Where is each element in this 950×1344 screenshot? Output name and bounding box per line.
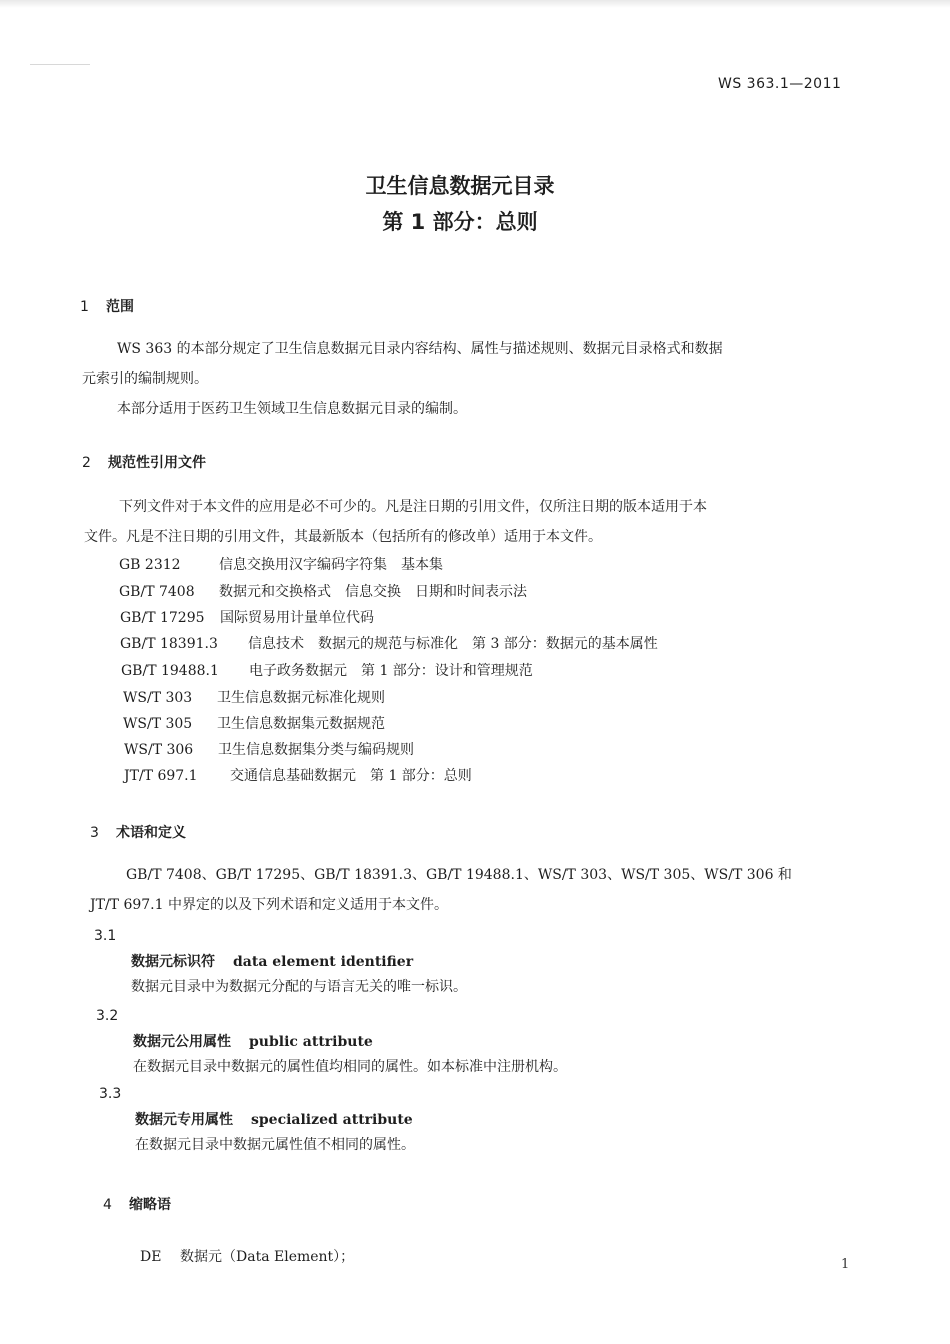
section-title: 规范性引用文件 [108,455,206,471]
paragraph: WS 363 的本部分规定了卫生信息数据元目录内容结构、属性与描述规则、数据元目录格式和数据 [117,341,723,357]
reference-item [123,687,385,707]
term-number: 3.2 [96,1008,119,1024]
term-number: 3.1 [94,928,117,944]
reference-item [121,660,533,680]
reference-code: WS/T 303 [123,690,193,706]
abbreviation-item [140,1246,354,1266]
reference-title: 数据元和交换格式 信息交换 日期和时间表示法 [219,584,527,600]
section-heading-3 [90,822,186,842]
paragraph-continuation: JT/T 697.1 中界定的以及下列术语和定义适用于本文件。 [90,897,448,913]
reference-item [120,607,374,627]
abbreviation-term: DE [140,1249,162,1265]
term-en: public attribute [249,1034,373,1050]
section-heading-2 [82,452,206,472]
term-definition: 数据元目录中为数据元分配的与语言无关的唯一标识。 [131,979,467,995]
document-title: 卫生信息数据元目录 [365,174,555,198]
reference-title: 卫生信息数据元标准化规则 [217,690,385,706]
term-definition: 在数据元目录中数据元属性值不相同的属性。 [135,1137,415,1153]
reference-title: 卫生信息数据集分类与编码规则 [218,742,414,758]
reference-title: 信息交换用汉字编码字符集 基本集 [219,557,443,573]
term-en: specialized attribute [251,1112,413,1128]
term-zh: 数据元专用属性 [135,1112,233,1128]
term-heading [131,951,413,971]
reference-item [123,713,385,733]
reference-title: 信息技术 数据元的规范与标准化 第 3 部分：数据元的基本属性 [248,636,658,652]
reference-code: JT/T 697.1 [124,768,198,784]
document-subtitle: 第 1 部分：总则 [382,210,538,234]
reference-code: GB/T 19488.1 [121,663,219,679]
reference-code: WS/T 306 [124,742,194,758]
term-zh: 数据元标识符 [131,954,215,970]
reference-code: GB/T 7408 [119,584,195,600]
reference-code: GB 2312 [119,557,181,573]
reference-title: 国际贸易用计量单位代码 [220,610,374,626]
section-heading-1 [80,296,134,316]
paragraph: GB/T 7408、GB/T 17295、GB/T 18391.3、GB/T 19488.1、WS/T 303、WS/T 305、WS/T 306 和 [126,867,792,883]
reference-title: 电子政务数据元 第 1 部分：设计和管理规范 [249,663,533,679]
term-definition: 在数据元目录中数据元的属性值均相同的属性。如本标准中注册机构。 [133,1059,567,1075]
term-heading [133,1031,373,1051]
reference-item [119,554,443,574]
term-heading [135,1109,413,1129]
paragraph-continuation: 元索引的编制规则。 [82,371,208,387]
abbreviation-definition: 数据元（Data Element）； [180,1249,355,1265]
section-title: 范围 [106,299,134,315]
section-number: 4 [103,1197,112,1213]
reference-item [124,739,414,759]
term-en: data element identifier [233,954,414,970]
reference-item [124,765,472,785]
section-title: 缩略语 [129,1197,171,1213]
reference-title: 交通信息基础数据元 第 1 部分：总则 [230,768,472,784]
reference-code: GB/T 17295 [120,610,205,626]
term-number: 3.3 [99,1086,122,1102]
paragraph: 下列文件对于本文件的应用是必不可少的。凡是注日期的引用文件，仅所注日期的版本适用于本 [119,499,707,515]
page-number: 1 [841,1257,850,1272]
section-heading-4 [103,1194,171,1214]
section-title: 术语和定义 [116,825,186,841]
reference-item [119,581,527,601]
reference-code: GB/T 18391.3 [120,636,218,652]
reference-code: WS/T 305 [123,716,193,732]
reference-item [120,633,658,653]
paragraph-continuation: 文件。凡是不注日期的引用文件，其最新版本（包括所有的修改单）适用于本文件。 [84,529,602,545]
term-zh: 数据元公用属性 [133,1034,231,1050]
document-code: WS 363.1—2011 [718,76,842,92]
section-number: 3 [90,825,99,841]
paragraph: 本部分适用于医药卫生领域卫生信息数据元目录的编制。 [117,401,467,417]
scan-mark [30,64,90,65]
scan-edge [0,0,950,8]
reference-title: 卫生信息数据集元数据规范 [217,716,385,732]
section-number: 1 [80,299,89,315]
section-number: 2 [82,455,91,471]
